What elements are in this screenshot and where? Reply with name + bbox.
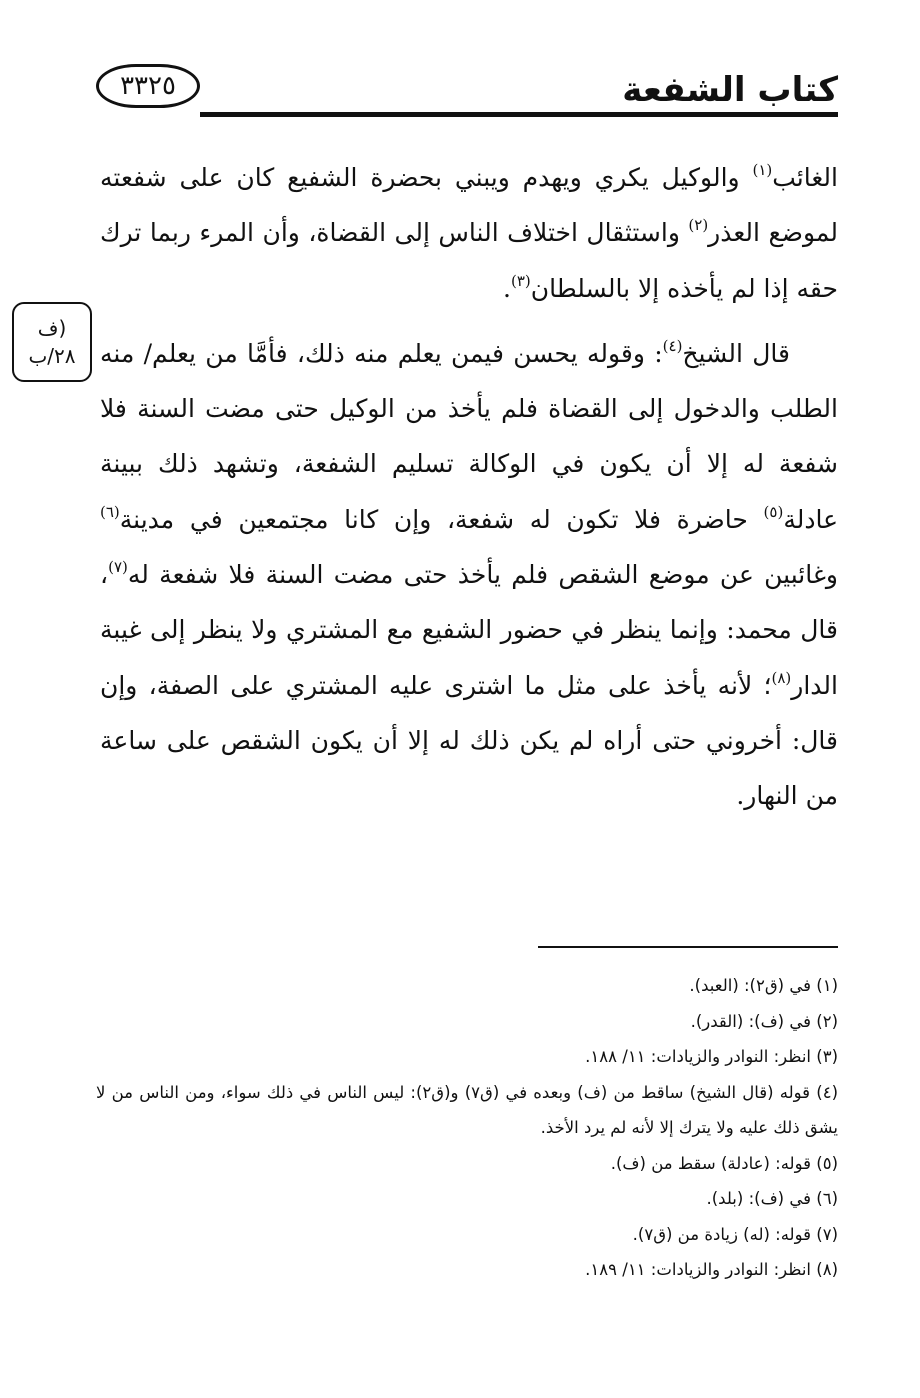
margin-note-line1: (ف — [37, 316, 67, 340]
footnote: (٤) قوله (قال الشيخ) ساقط من (ف) وبعده في (ق٧) و(ق٢): ليس الناس في ذلك سواء، ومن الناس من لا يشق ذلك عليه ولا يترك إلا لأنه لم يرد الأخذ. — [96, 1082, 838, 1137]
footnote-ref[interactable]: (٤) — [662, 336, 683, 355]
footnote: (٥) قوله: (عادلة) سقط من (ف). — [610, 1153, 838, 1173]
chapter-title: كتاب الشفعة — [622, 70, 838, 110]
footnote: (٢) في (ف): (القدر). — [690, 1011, 838, 1031]
footnote: (٦) في (ف): (بلد). — [706, 1189, 838, 1208]
text-run: واستثقال اختلاف الناس إلى القضاة، وأن المرء ربما ترك حقه إذا لم يأخذه إلا بالسلطان — [100, 218, 838, 303]
text-run: قال الشيخ — [682, 338, 790, 368]
footnote: (٣) انظر: النوادر والزيادات: ١١/ ١٨٨. — [585, 1047, 838, 1066]
paragraph-2 — [100, 326, 838, 824]
main-text — [100, 150, 838, 824]
text-run: . — [503, 273, 511, 303]
footnote-ref[interactable]: (٨) — [771, 668, 792, 687]
footnote-ref[interactable]: (٦) — [100, 502, 120, 521]
footnote-ref[interactable]: (٣) — [510, 271, 531, 290]
paragraph-1 — [100, 150, 838, 316]
text-run: حاضرة فلا تكون له شفعة، وإن كانا مجتمعين في مدينة — [119, 504, 764, 534]
footnote: (٨) انظر: النوادر والزيادات: ١١/ ١٨٩. — [585, 1260, 838, 1279]
footnotes — [96, 968, 838, 1288]
header-rule — [200, 112, 838, 117]
margin-note-line2: ٢٨/ب — [28, 344, 76, 368]
footnote: (٧) قوله: (له) زيادة من (ق٧). — [632, 1224, 838, 1244]
text-run: ، قال محمد: وإنما ينظر في حضور الشفيع مع المشتري ولا ينظر إلى غيبة الدار — [100, 560, 838, 700]
text-run: الغائب — [772, 163, 838, 192]
text-run: : وقوله يحسن فيمن يعلم منه ذلك، فأمَّا من يعلم/ منه الطلب والدخول إلى القضاة فلم يأخذ من الوكيل حتى مضت السنة فلا شفعة له إلا أن يكون في الوكالة تسليم الشفعة، وتشهد ذلك ببينة عادلة — [100, 338, 838, 534]
text-run: ؛ لأنه يأخذ على مثل ما اشترى عليه المشتري على الصفة، وإن قال: أخروني حتى أراه لم يكن ذلك له إلا أن يكون الشقص على ساعة من النهار. — [100, 670, 838, 811]
manuscript-margin-note — [12, 302, 92, 382]
page-number: ٣٣٢٥ — [120, 71, 176, 101]
footnote-ref[interactable]: (٥) — [763, 502, 784, 521]
footnote-ref[interactable]: (٢) — [688, 216, 709, 235]
footnote: (١) في (ق٢): (العبد). — [689, 976, 838, 995]
text-run: وغائبين عن موضع الشقص فلم يأخذ حتى مضت السنة فلا شفعة له — [127, 560, 838, 590]
footnote-ref[interactable]: (١) — [752, 161, 773, 179]
footnote-separator — [538, 946, 838, 948]
page-number-badge — [96, 64, 200, 108]
text-run: والوكيل يكري ويهدم ويبني بحضرة الشفيع كان على شفعته لموضع العذر — [100, 163, 838, 248]
footnote-ref[interactable]: (٧) — [108, 558, 128, 577]
